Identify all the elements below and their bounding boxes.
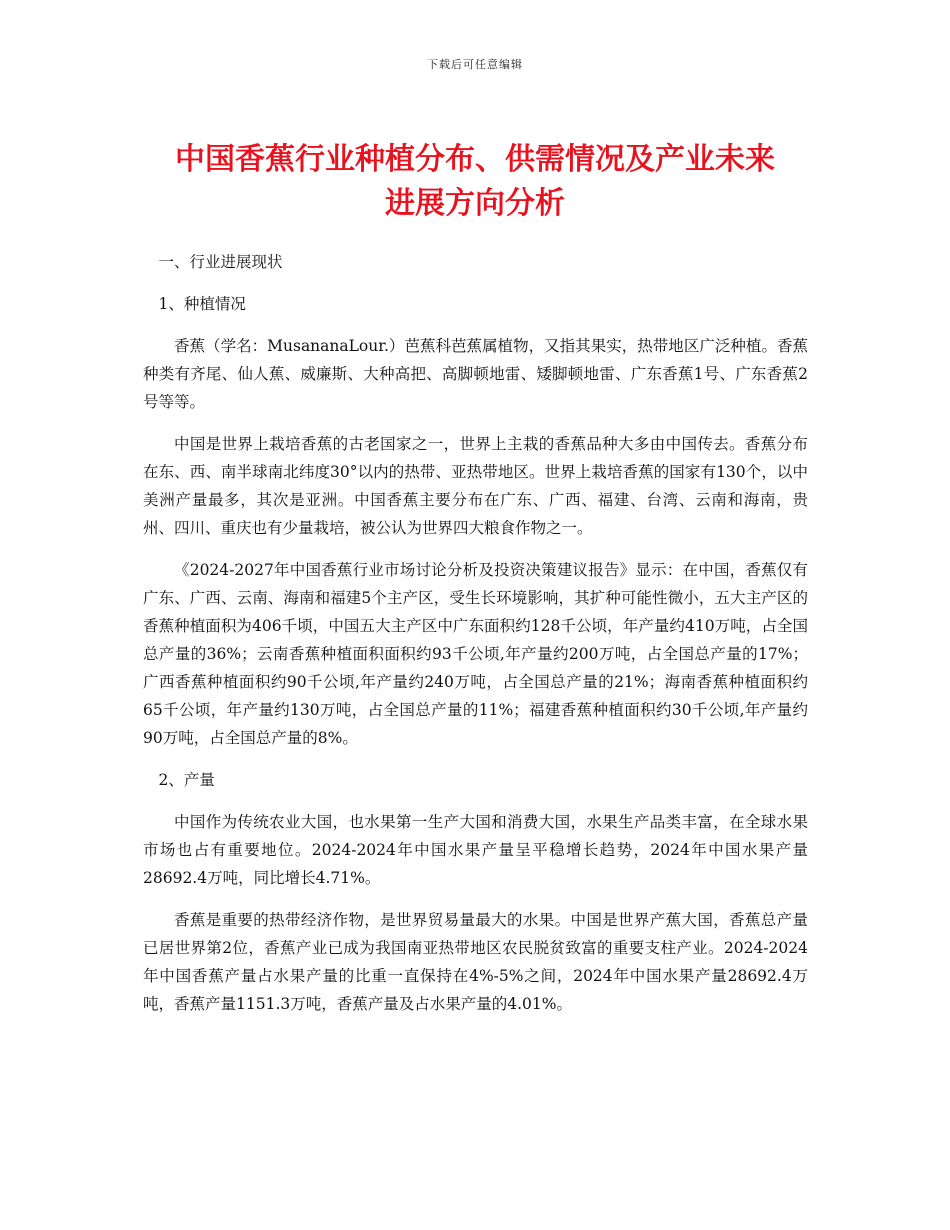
subsection-heading-planting: 1、种植情况: [158, 295, 246, 313]
paragraph-banana-distribution: 中国是世界上栽培香蕉的古老国家之一，世界上主栽的香蕉品种大多由中国传去。香蕉分布在东、西、南半球南北纬度30°以内的热带、亚热带地区。世界上栽培香蕉的国家有130个，以中美洲产量最多，其次是亚洲。中国香蕉主要分布在广东、广西、福建、台湾、云南和海南，贵州、四川、重庆也有少量栽培，被公认为世界四大粮食作物之一。: [143, 435, 808, 537]
section-heading-1: 一、行业进展现状: [158, 253, 283, 271]
title-line-2: 进展方向分析: [385, 186, 565, 221]
paragraph-banana-intro: 香蕉（学名：MusananaLour.）芭蕉科芭蕉属植物，又指其果实，热带地区广泛种植。香蕉种类有齐尾、仙人蕉、威廉斯、大种高把、高脚顿地雷、矮脚顿地雷、广东香蕉1号、广东香蕉2号等等。: [143, 337, 808, 411]
document-body: [143, 248, 808, 1032]
header-note: 下载后可任意编辑: [427, 58, 523, 71]
paragraph-banana-output: 香蕉是重要的热带经济作物，是世界贸易量最大的水果。中国是世界产蕉大国，香蕉总产量已居世界第2位，香蕉产业已成为我国南亚热带地区农民脱贫致富的重要支柱产业。2024-2024年中国香蕉产量占水果产量的比重一直保持在4%-5%之间，2024年中国水果产量28692.4万吨，香蕉产量1151.3万吨，香蕉产量及占水果产量的4.01%。: [143, 911, 808, 1013]
paragraph-fruit-output: 中国作为传统农业大国，也水果第一生产大国和消费大国，水果生产品类丰富，在全球水果市场也占有重要地位。2024-2024年中国水果产量呈平稳增长趋势，2024年中国水果产量28692.4万吨，同比增长4.71%。: [143, 813, 808, 887]
subsection-heading-output: 2、产量: [158, 771, 215, 789]
paragraph-main-regions: 《2024-2027年中国香蕉行业市场讨论分析及投资决策建议报告》显示：在中国，香蕉仅有广东、广西、云南、海南和福建5个主产区，受生长环境影响，其扩种可能性微小，五大主产区的香蕉种植面积为406千顷，中国五大主产区中广东面积约128千公顷，年产量约410万吨，占全国总产量的36%；云南香蕉种植面积面积约93千公顷,年产量约200万吨，占全国总产量的17%；广西香蕉种植面积约90千公顷,年产量约240万吨，占全国总产量的21%；海南香蕉种植面积约65千公顷，年产量约130万吨，占全国总产量的11%；福建香蕉种植面积约30千公顷,年产量约90万吨，占全国总产量的8%。: [143, 561, 808, 747]
title-line-1: 中国香蕉行业种植分布、供需情况及产业未来: [175, 142, 775, 177]
document-title: [120, 138, 830, 226]
